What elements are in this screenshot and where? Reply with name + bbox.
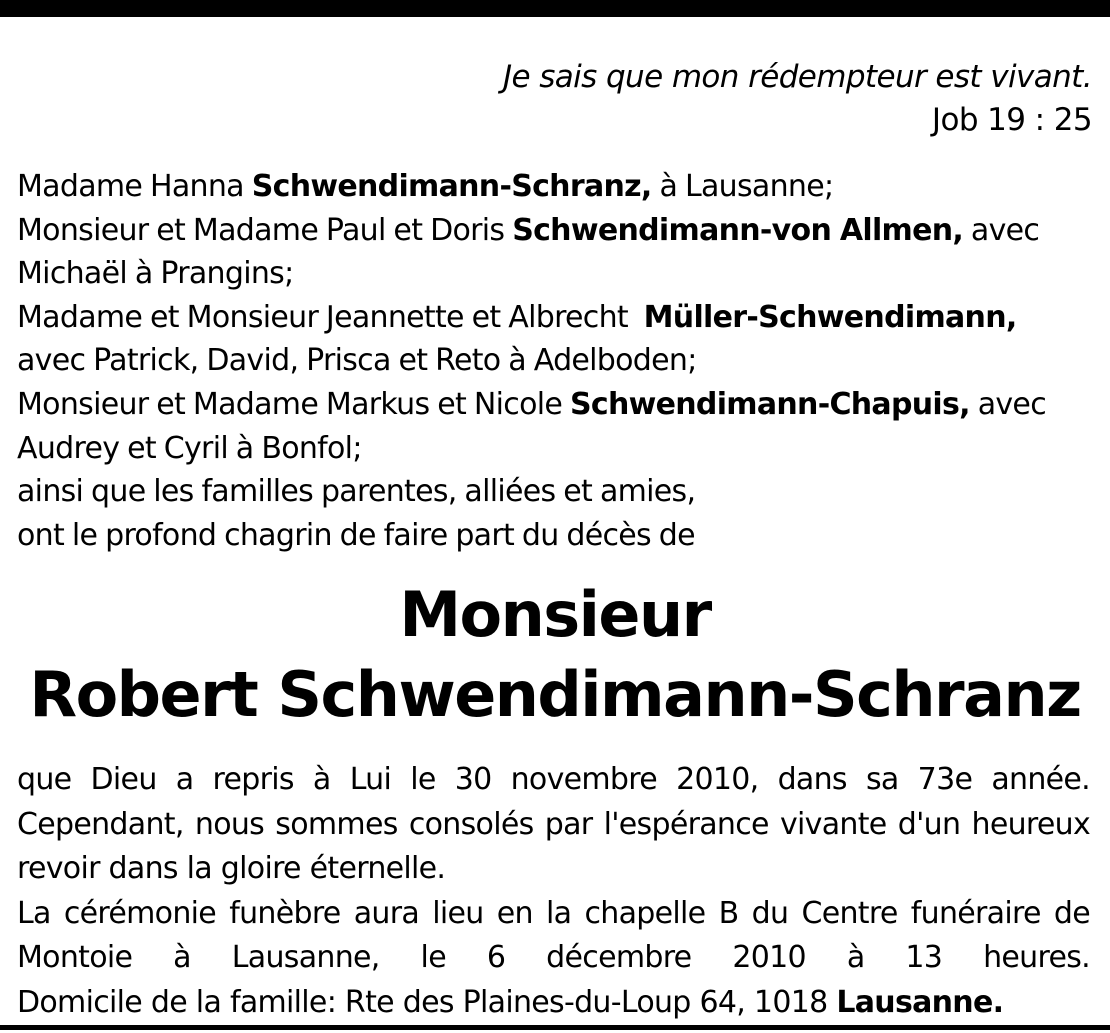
family-line <box>17 209 1097 253</box>
epigraph-reference: Job 19 : 25 <box>931 102 1092 138</box>
family-line-text: ainsi que les familles parentes, alliées et amies, <box>17 474 696 510</box>
body-line: que Dieu a repris à Lui le 30 novembre 2010, dans sa 73e année. <box>17 762 1090 797</box>
family-line <box>17 427 1097 471</box>
family-line <box>17 165 1097 209</box>
family-line-text: ont le profond chagrin de faire part du décès de <box>17 517 695 553</box>
bottom-border-rule <box>0 1025 1110 1030</box>
deceased-title: Monsieur <box>399 578 711 651</box>
deceased-name: Robert Schwendimann-Schranz <box>29 658 1081 731</box>
family-line-text: Madame Hanna <box>17 169 252 204</box>
body-line: revoir dans la gloire éternelle. <box>17 851 446 886</box>
epigraph-quote: Je sais que mon rédempteur est vivant. <box>502 59 1092 95</box>
family-line <box>17 470 1097 514</box>
family-line-text: Monsieur et Madame Markus et Nicole <box>17 386 570 422</box>
family-line-text: avec <box>969 386 1046 422</box>
family-line <box>17 296 1097 340</box>
deceased-name-block <box>0 575 1110 735</box>
family-list <box>17 165 1097 557</box>
family-line-text: Michaël à Prangins; <box>17 256 294 292</box>
family-surname: Schwendimann-Chapuis, <box>569 386 970 422</box>
body-line: La cérémonie funèbre aura lieu en la chapelle B du Centre funéraire de <box>17 895 1090 931</box>
family-line <box>17 252 1097 296</box>
family-line <box>17 383 1097 427</box>
family-line <box>17 514 1097 558</box>
body-line <box>17 981 1090 1026</box>
body-line: Montoie à Lausanne, le 6 décembre 2010 à 13 heures. <box>17 940 1090 975</box>
family-line-text: Madame et Monsieur Jeannette et Albrecht <box>17 299 644 335</box>
announcement-body <box>17 758 1090 1025</box>
family-surname: Schwendimann-Schranz, <box>251 169 652 204</box>
family-line-text: avec <box>963 212 1040 248</box>
top-border-rule <box>0 0 1110 17</box>
family-surname: Müller-Schwendimann, <box>643 299 1017 335</box>
family-surname: Schwendimann-von Allmen, <box>512 212 964 248</box>
family-line-text: à Lausanne; <box>651 169 834 204</box>
address-text: Domicile de la famille: Rte des Plaines-du-Loup 64, 1018 <box>17 984 837 1020</box>
family-line-text: Monsieur et Madame Paul et Doris <box>17 212 513 248</box>
epigraph <box>503 56 1092 142</box>
family-line <box>17 339 1097 383</box>
family-line-text: avec Patrick, David, Prisca et Reto à Adelboden; <box>17 343 697 379</box>
family-line-text: Audrey et Cyril à Bonfol; <box>17 430 362 466</box>
body-line: Cependant, nous sommes consolés par l'espérance vivante d'un heureux <box>17 806 1090 842</box>
address-city: Lausanne. <box>836 984 1004 1020</box>
